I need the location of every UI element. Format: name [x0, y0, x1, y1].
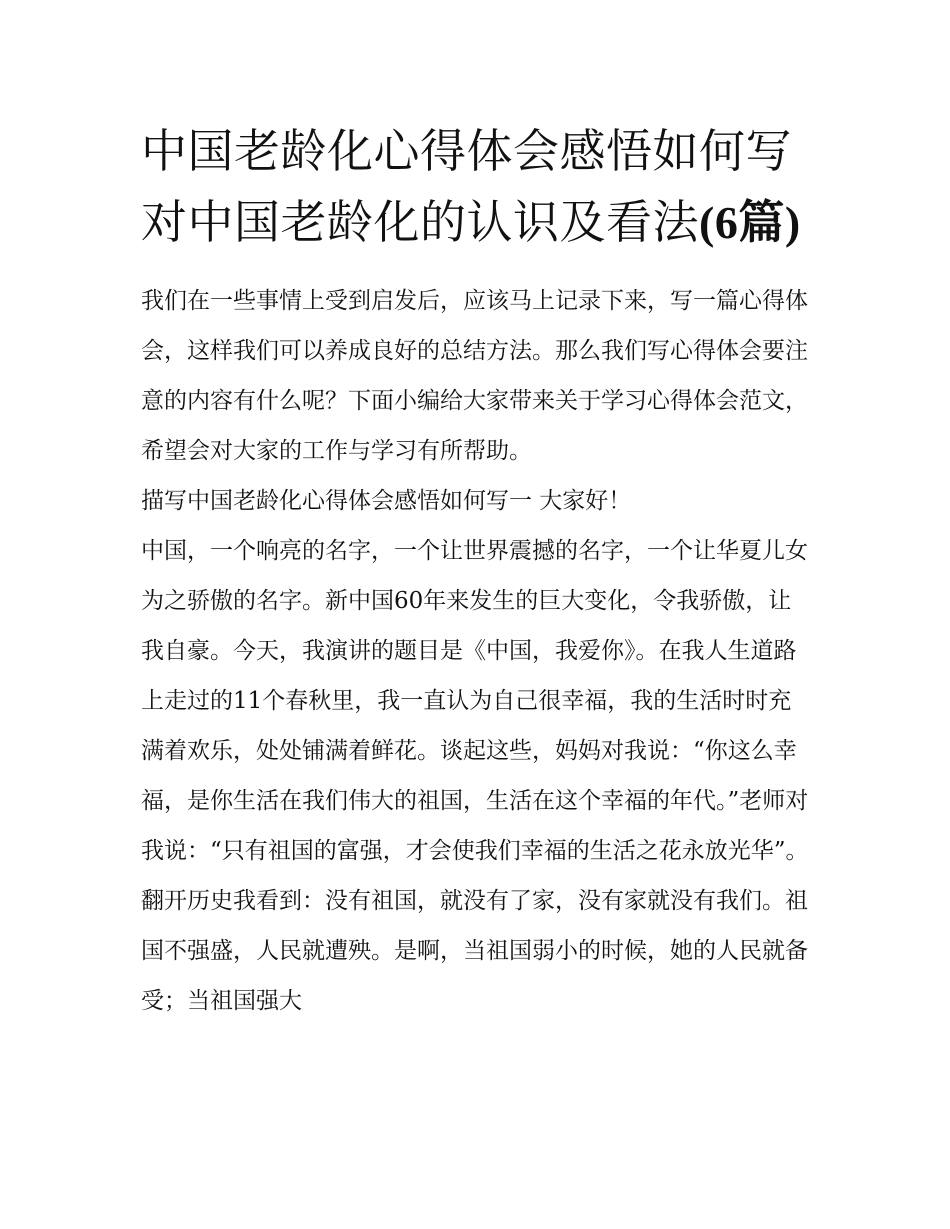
document-title — [141, 116, 813, 258]
document-body — [141, 276, 813, 1026]
document-content — [141, 116, 813, 1026]
intro-paragraph: 我们在一些事情上受到启发后，应该马上记录下来，写一篇心得体会，这样我们可以养成良好的总结方法。那么我们写心得体会要注意的内容有什么呢？下面小编给大家带来关于学习心得体会范文，希望会对大家的工作与学习有所帮助。 — [141, 288, 808, 464]
section-heading-paragraph: 描写中国老龄化心得体会感悟如何写一 大家好！ — [141, 488, 632, 514]
title-count: (6篇) — [699, 197, 801, 248]
title-main: 中国老龄化心得体会感悟如何写 对中国老龄化的认识及看法 — [141, 124, 792, 249]
speech-paragraph: 中国，一个响亮的名字，一个让世界震撼的名字，一个让华夏儿女为之骄傲的名字。新中国60年来发生的巨大变化，令我骄傲，让我自豪。今天，我演讲的题目是《中国，我爱你》。在我人生道路上走过的11个春秋里，我一直认为自己很幸福，我的生活时时充满着欢乐，处处铺满着鲜花。谈起这些，妈妈对我说：“你这么幸福，是你生活在我们伟大的祖国，生活在这个幸福的年代。”老师对我说：“只有祖国的富强，才会使我们幸福的生活之花永放光华”。翻开历史我看到：没有祖国，就没有了家，没有家就没有我们。祖国不强盛，人民就遭殃。是啊，当祖国弱小的时候，她的人民就备受；当祖国强大 — [141, 538, 809, 1014]
